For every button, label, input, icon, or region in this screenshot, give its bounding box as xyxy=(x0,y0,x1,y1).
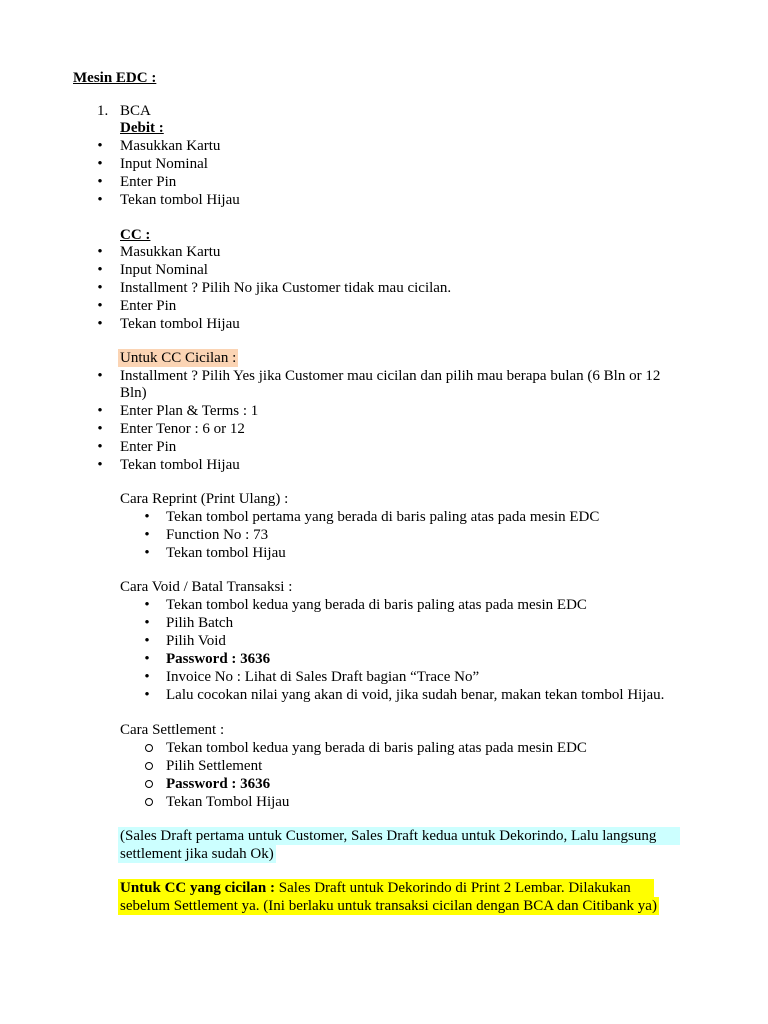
list-item: Installment ? Pilih No jika Customer tidak mau cicilan. xyxy=(120,280,452,296)
list-item: Lalu cocokan nilai yang akan di void, jika sudah benar, makan tekan tombol Hijau. xyxy=(166,687,665,703)
sales-draft-note-line2: settlement jika sudah Ok) xyxy=(120,846,274,862)
cc-cicilan-heading: Untuk CC Cicilan : xyxy=(120,350,237,366)
list-number: 1. xyxy=(97,103,109,119)
bullet: • xyxy=(97,192,103,208)
cc-heading: CC : xyxy=(120,227,151,243)
list-item: Tekan tombol Hijau xyxy=(120,457,240,473)
cicilan-note-line2: sebelum Settlement ya. (Ini berlaku untuk transaksi cicilan dengan BCA dan Citibank ya) xyxy=(120,898,657,914)
list-item: Input Nominal xyxy=(120,262,208,278)
list-item: Enter Pin xyxy=(120,174,177,190)
list-item: Function No : 73 xyxy=(166,527,269,543)
debit-heading: Debit : xyxy=(120,120,164,136)
list-item: Input Nominal xyxy=(120,156,208,172)
settlement-heading: Cara Settlement : xyxy=(120,722,225,738)
list-item: Enter Pin xyxy=(120,439,177,455)
cicilan-note-label: Untuk CC yang cicilan : xyxy=(120,880,276,896)
bullet: • xyxy=(144,545,150,561)
sales-draft-note-line1: (Sales Draft pertama untuk Customer, Sales Draft kedua untuk Dekorindo, Lalu langsung xyxy=(118,827,680,845)
bullet: • xyxy=(144,615,150,631)
list-item: Tekan Tombol Hijau xyxy=(166,794,290,810)
bullet: • xyxy=(97,421,103,437)
list-item-continuation: Bln) xyxy=(120,385,147,401)
list-item: Masukkan Kartu xyxy=(120,138,221,154)
bullet: • xyxy=(97,244,103,260)
bullet: • xyxy=(97,439,103,455)
list-item: Enter Tenor : 6 or 12 xyxy=(120,421,245,437)
bullet: • xyxy=(144,527,150,543)
cicilan-note-line1 xyxy=(118,879,654,897)
void-heading: Cara Void / Batal Transaksi : xyxy=(120,579,293,595)
bank-name: BCA xyxy=(120,103,151,119)
list-item: Tekan tombol Hijau xyxy=(120,316,240,332)
bullet: • xyxy=(97,316,103,332)
list-item: Pilih Void xyxy=(166,633,226,649)
document-title: Mesin EDC : xyxy=(73,70,157,86)
list-item: Tekan tombol kedua yang berada di baris paling atas pada mesin EDC xyxy=(166,597,587,613)
bullet: • xyxy=(97,368,103,384)
cicilan-note-text: Sales Draft untuk Dekorindo di Print 2 Lembar. Dilakukan xyxy=(275,880,631,896)
list-item: Pilih Settlement xyxy=(166,758,263,774)
list-item: Masukkan Kartu xyxy=(120,244,221,260)
circle-bullet xyxy=(145,762,153,770)
list-item-password: Password : 3636 xyxy=(166,776,271,792)
bullet: • xyxy=(97,280,103,296)
list-item: Tekan tombol pertama yang berada di baris paling atas pada mesin EDC xyxy=(166,509,600,525)
bullet: • xyxy=(144,509,150,525)
bullet: • xyxy=(144,597,150,613)
circle-bullet xyxy=(145,780,153,788)
bullet: • xyxy=(97,156,103,172)
bullet: • xyxy=(144,633,150,649)
list-item: Tekan tombol Hijau xyxy=(120,192,240,208)
reprint-heading: Cara Reprint (Print Ulang) : xyxy=(120,491,289,507)
bullet: • xyxy=(144,669,150,685)
list-item: Tekan tombol kedua yang berada di baris paling atas pada mesin EDC xyxy=(166,740,587,756)
bullet: • xyxy=(97,174,103,190)
bullet: • xyxy=(97,262,103,278)
bullet: • xyxy=(97,457,103,473)
circle-bullet xyxy=(145,744,153,752)
list-item: Enter Pin xyxy=(120,298,177,314)
list-item: Enter Plan & Terms : 1 xyxy=(120,403,259,419)
bullet: • xyxy=(144,687,150,703)
bullet: • xyxy=(97,403,103,419)
circle-bullet xyxy=(145,798,153,806)
list-item: Tekan tombol Hijau xyxy=(166,545,286,561)
list-item: Pilih Batch xyxy=(166,615,234,631)
list-item: Installment ? Pilih Yes jika Customer mau cicilan dan pilih mau berapa bulan (6 Bln or 12 xyxy=(120,368,661,384)
list-item: Invoice No : Lihat di Sales Draft bagian “Trace No” xyxy=(166,669,480,685)
list-item-password: Password : 3636 xyxy=(166,651,271,667)
bullet: • xyxy=(97,298,103,314)
bullet: • xyxy=(97,138,103,154)
bullet: • xyxy=(144,651,150,667)
